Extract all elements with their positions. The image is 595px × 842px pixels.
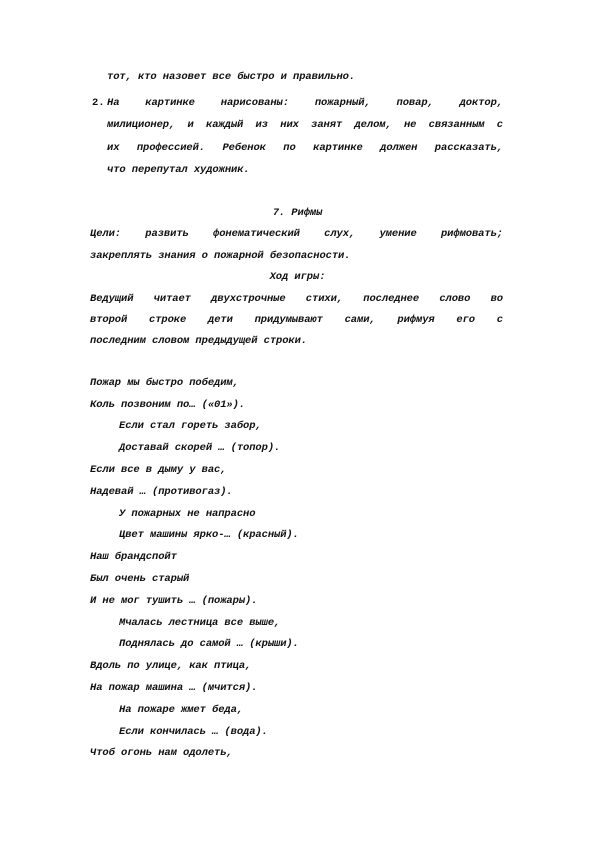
game-title: 7. Рифмы: [272, 207, 323, 219]
desc-line-3: последним словом предыдущей строки.: [90, 335, 308, 347]
poem-line: Был очень старый: [90, 573, 190, 585]
poem-line: Чтоб огонь нам одолеть,: [90, 747, 233, 759]
item-2-number: 2.: [92, 97, 105, 109]
poem-line: На пожар машина … (мчится).: [90, 682, 258, 694]
item-2-line-4: что перепутал художник.: [107, 164, 250, 176]
poem-line: Коль позвоним по… («01»).: [90, 399, 246, 411]
poem-line: Вдоль по улице, как птица,: [90, 660, 252, 672]
poem-line: Пожар мы быстро победим,: [90, 377, 239, 389]
poem-line: У пожарных не напрасно: [119, 508, 256, 520]
poem-line: Поднялась до самой … (крыши).: [119, 638, 299, 650]
poem-line: И не мог тушить … (пожары).: [90, 595, 258, 607]
poem-line: Надевай … (противогаз).: [90, 486, 233, 498]
continued-line: тот, кто назовет все быстро и правильно.: [107, 71, 356, 83]
item-2-line-3: их профессией. Ребенок по картинке должен рассказать,: [107, 142, 503, 154]
desc-line-1: Ведущий читает двухстрочные стихи, последнее слово во: [90, 293, 503, 305]
poem-line: Мчалась лестница все выше,: [119, 617, 281, 629]
item-2-line-1: На картинке нарисованы: пожарный, повар, доктор,: [107, 97, 503, 109]
goal-line-2: закреплять знания о пожарной безопасности.: [90, 250, 351, 262]
item-2-line-2: милиционер, и каждый из них занят делом, не связанным с: [107, 119, 503, 131]
goal-line-1: Цели: развить фонематический слух, умение рифмовать;: [90, 228, 503, 240]
poem-line: Если все в дыму у вас,: [90, 464, 227, 476]
desc-line-2: второй строке дети придумывают сами, рифмуя его с: [90, 314, 503, 326]
poem-line: Доставай скорей … (топор).: [119, 442, 281, 454]
poem-line: Если кончилась … (вода).: [119, 726, 268, 738]
poem-line: Наш брандспойт: [90, 551, 177, 563]
poem-line: Если стал гореть забор,: [119, 420, 262, 432]
poem-line: Цвет машины ярко-… (красный).: [119, 529, 299, 541]
course-heading: Ход игры:: [269, 271, 326, 283]
poem-line: На пожаре жмет беда,: [119, 704, 244, 716]
